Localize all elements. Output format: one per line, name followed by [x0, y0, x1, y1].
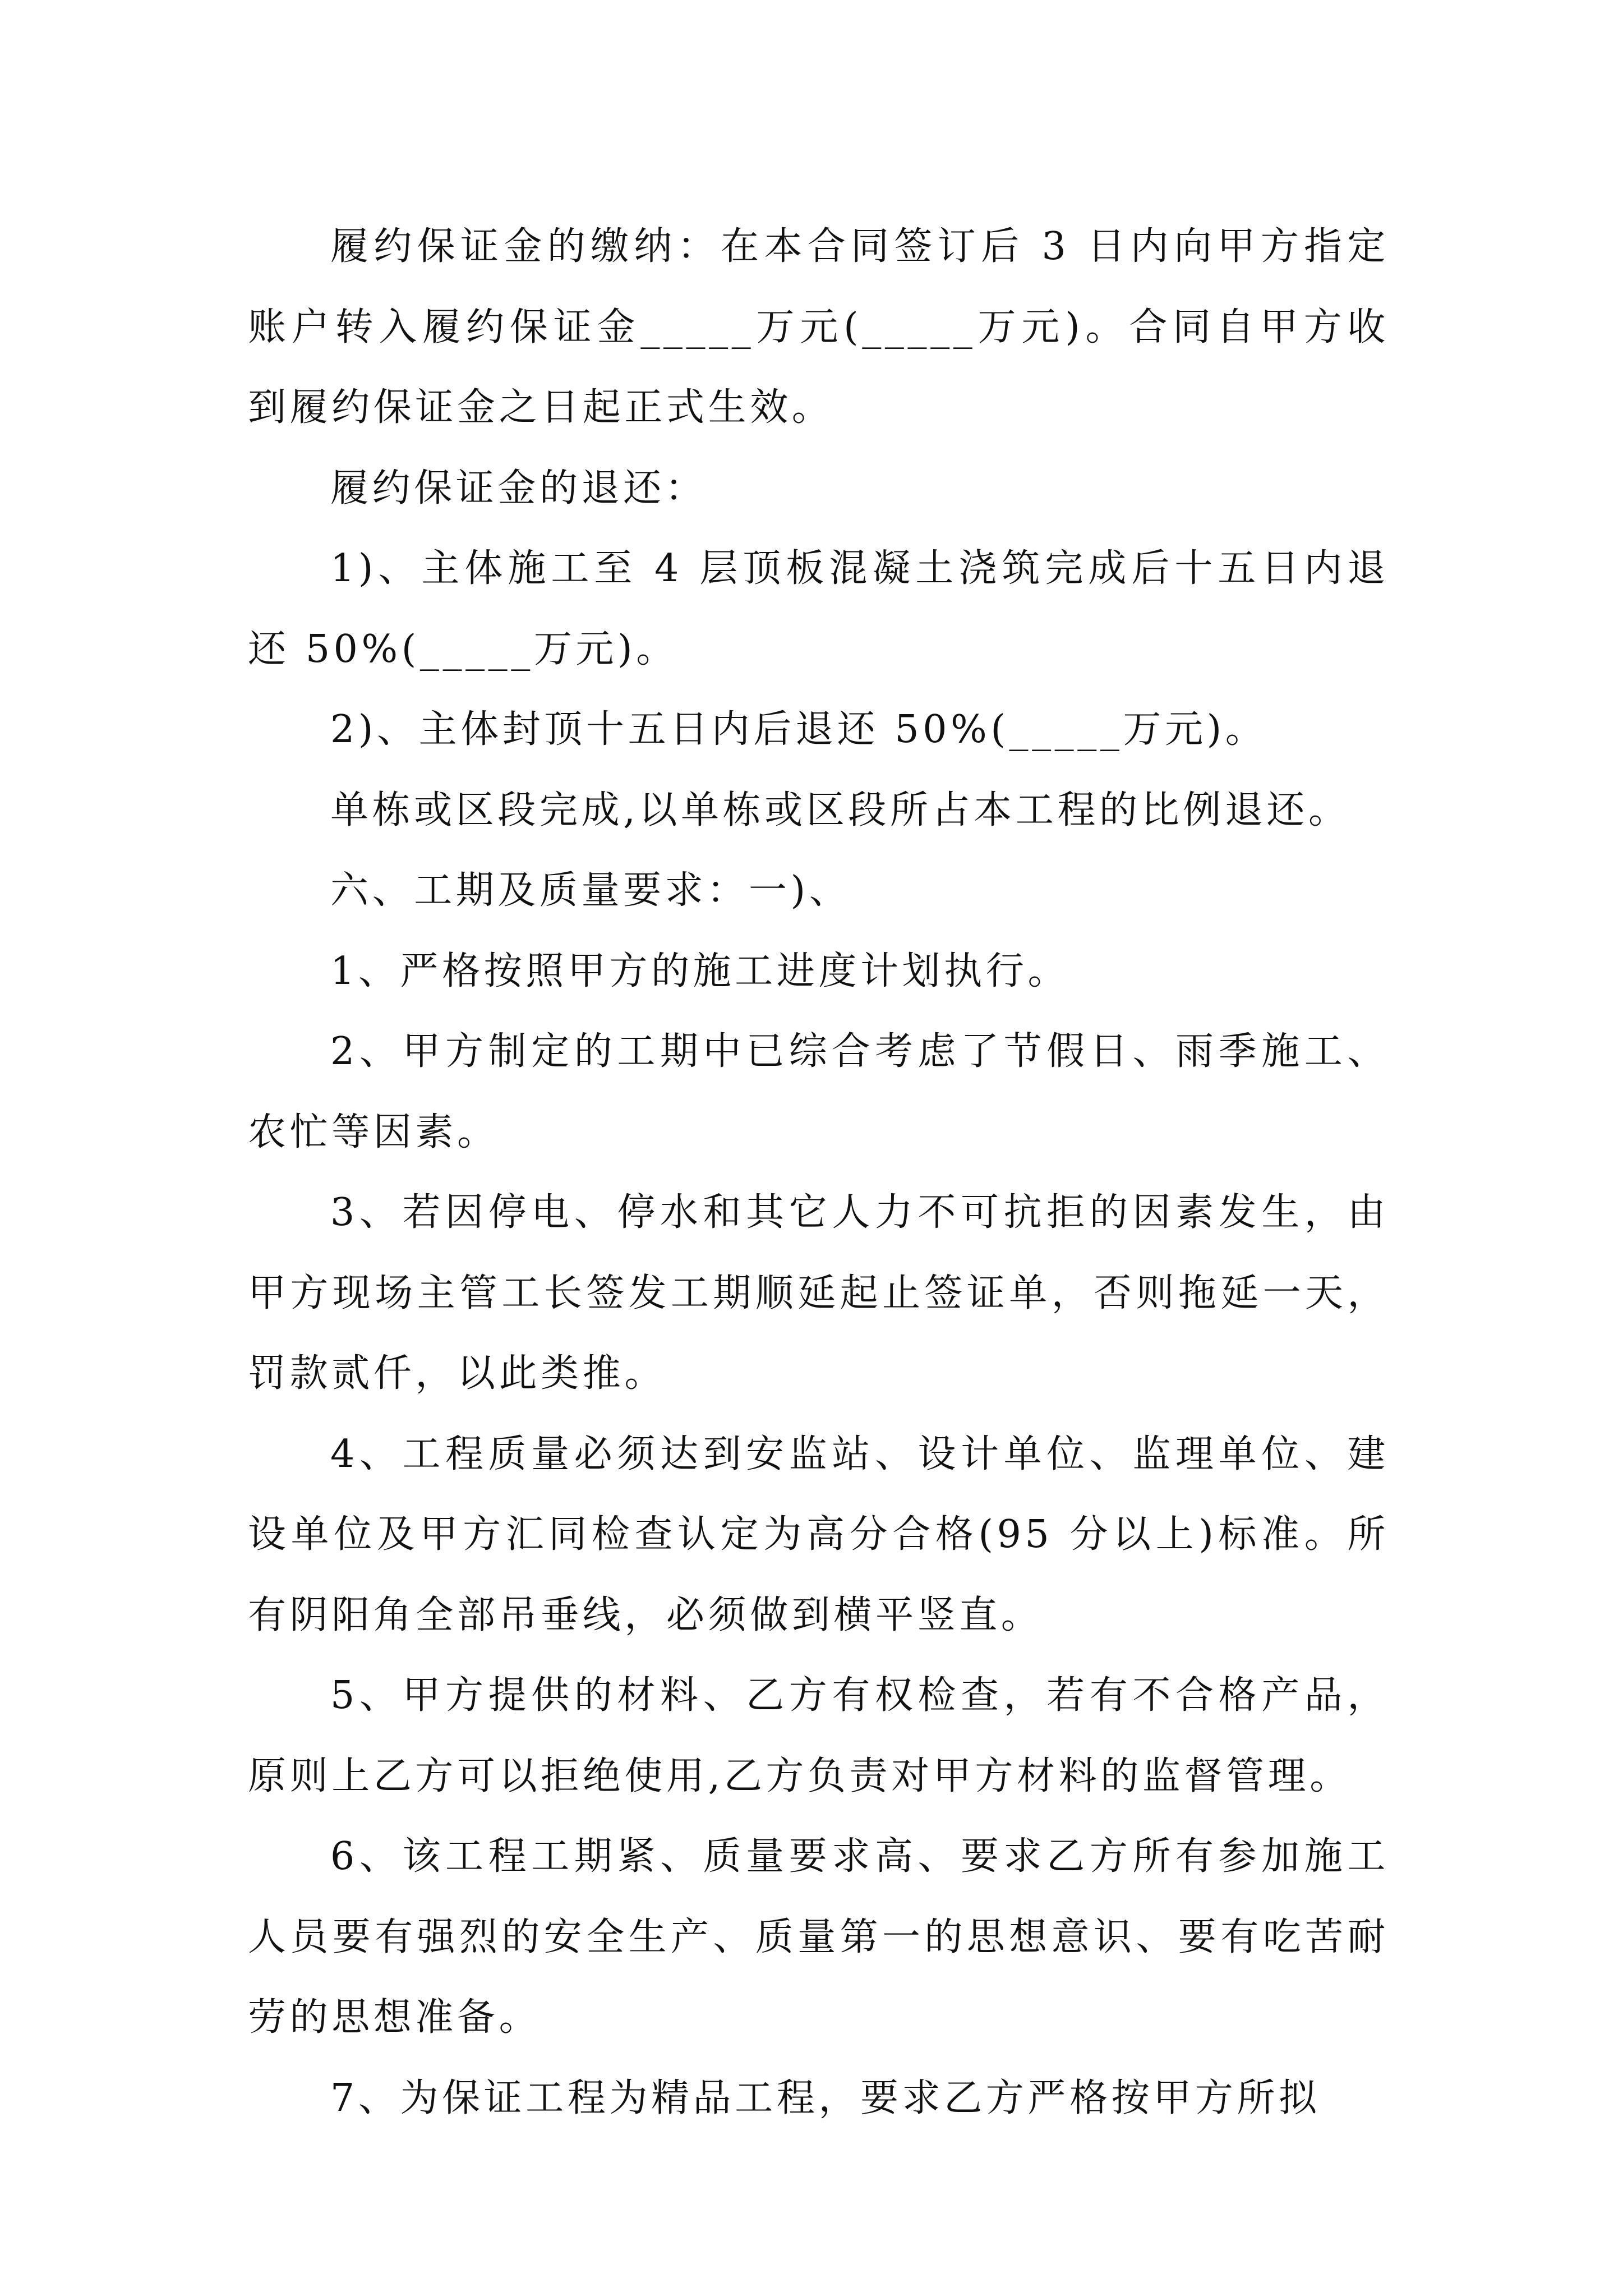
- paragraph-item-3: 3、若因停电、停水和其它人力不可抗拒的因素发生，由甲方现场主管工长签发工期顺延起止签证单，否则拖延一天，罚款贰仟，以此类推。: [248, 1190, 1389, 1396]
- paragraph-deposit-payment: 履约保证金的缴纳：在本合同签订后 3 日内向甲方指定账户转入履约保证金_____万元(_____万元)。合同自甲方收到履约保证金之日起正式生效。: [248, 224, 1389, 430]
- paragraph-item-2: 2、甲方制定的工期中已综合考虑了节假日、雨季施工、农忙等因素。: [248, 1029, 1389, 1154]
- paragraph-item-1: 1、严格按照甲方的施工进度计划执行。: [330, 949, 1070, 993]
- paragraph-refund-proportion: 单栋或区段完成,以单栋或区段所占本工程的比例退还。: [330, 788, 1350, 832]
- paragraph-refund-item-1: 1)、主体施工至 4 层顶板混凝土浇筑完成后十五日内退还 50%(_____万元)。: [248, 546, 1389, 671]
- paragraph-deposit-refund-heading: 履约保证金的退还：: [330, 466, 707, 510]
- paragraph-item-4: 4、工程质量必须达到安监站、设计单位、监理单位、建设单位及甲方汇同检查认定为高分合格(95 分以上)标准。所有阴阳角全部吊垂线，必须做到横平竖直。: [248, 1432, 1389, 1637]
- paragraph-item-5: 5、甲方提供的材料、乙方有权检查，若有不合格产品，原则上乙方可以拒绝使用,乙方负责对甲方材料的监督管理。: [248, 1673, 1389, 1798]
- section-heading-schedule-quality: 六、工期及质量要求：一)、: [330, 868, 851, 913]
- paragraph-refund-item-2: 2)、主体封顶十五日内后退还 50%(_____万元)。: [330, 707, 1267, 752]
- document-page: [248, 206, 1389, 2138]
- paragraph-item-7: 7、为保证工程为精品工程，要求乙方严格按甲方所拟: [330, 2076, 1321, 2120]
- paragraph-item-6: 6、该工程工期紧、质量要求高、要求乙方所有参加施工人员要有强烈的安全生产、质量第一的思想意识、要有吃苦耐劳的思想准备。: [248, 1834, 1389, 2040]
